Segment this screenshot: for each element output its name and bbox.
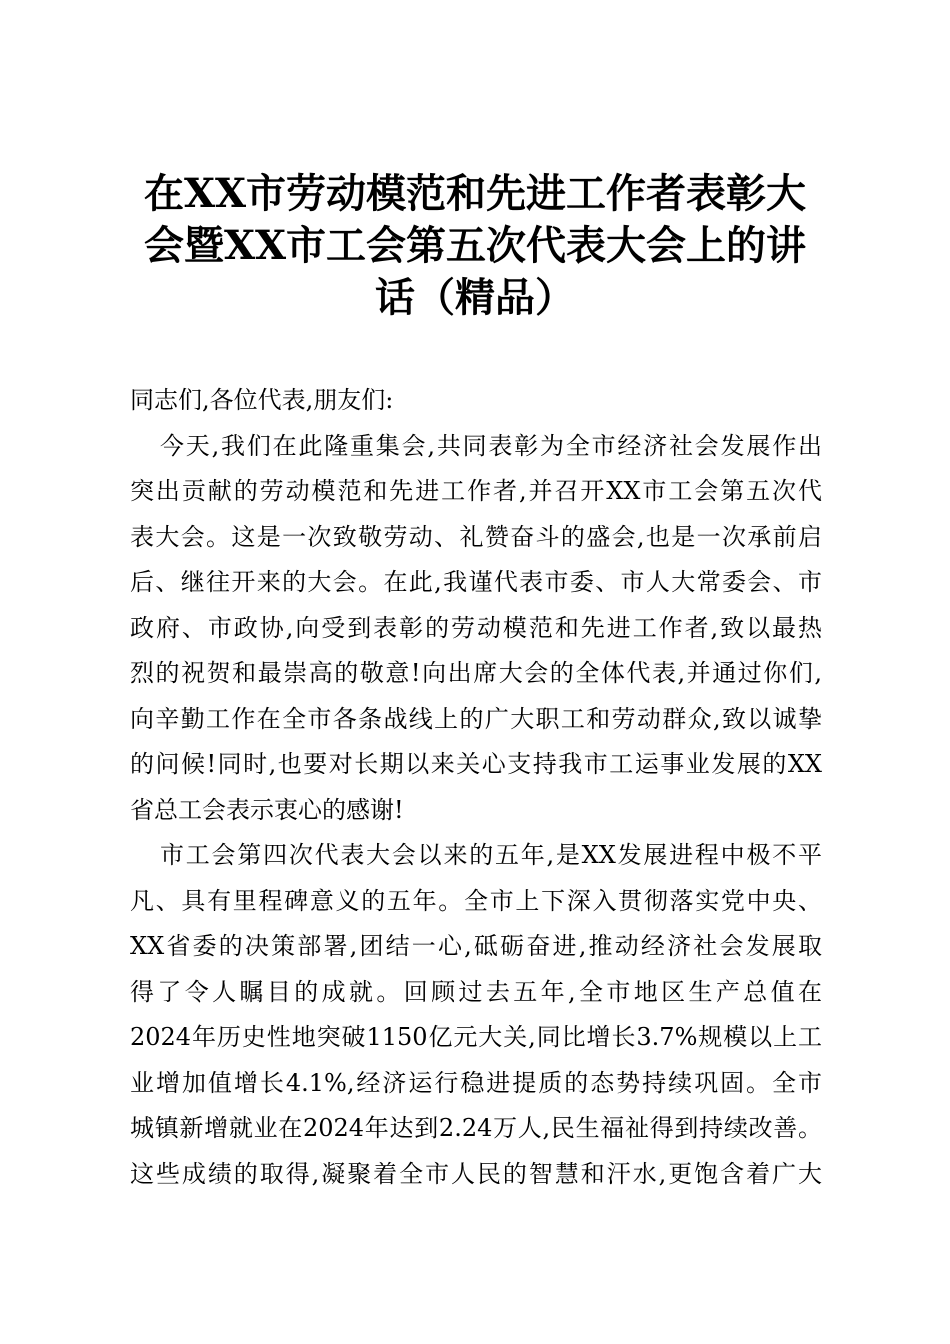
text-line: 凡、具有里程碑意义的五年。全市上下深入贯彻落实党中央、	[130, 886, 822, 915]
text-line: 政府、市政协,向受到表彰的劳动模范和先进工作者,致以最热	[130, 613, 822, 642]
title-line: 在XX市劳动模范和先进工作者表彰大	[143, 170, 807, 217]
text-line: 的问候!同时,也要对长期以来关心支持我市工运事业发展的XX	[130, 750, 822, 778]
text-line: 后、继往开来的大会。在此,我谨代表市委、市人大常委会、市	[130, 568, 822, 596]
paragraph	[130, 424, 822, 834]
paragraph	[130, 833, 822, 1197]
text-line: 向辛勤工作在全市各条战线上的广大职工和劳动群众,致以诚挚	[130, 704, 822, 733]
text-line: 突出贡献的劳动模范和先进工作者,并召开XX市工会第五次代	[130, 477, 822, 505]
title-line: 会暨XX市工会第五次代表大会上的讲	[143, 222, 807, 269]
text-line: 省总工会表示衷心的感谢!	[130, 795, 404, 824]
text-line: 表大会。这是一次致敬劳动、礼赞奋斗的盛会,也是一次承前启	[130, 522, 822, 551]
text-line: 城镇新增就业在2024年达到2.24万人,民生福祉得到持续改善。	[130, 1114, 822, 1142]
text-line: 2024年历史性地突破1150亿元大关,同比增长3.7%规模以上工	[130, 1023, 822, 1051]
title-line: 话（精品）	[375, 274, 575, 321]
text-line: 烈的祝贺和最崇高的敬意!向出席大会的全体代表,并通过你们,	[130, 659, 822, 687]
text-line: 业增加值增长4.1%,经济运行稳进提质的态势持续巩固。全市	[130, 1068, 822, 1097]
text-line: 得了令人瞩目的成就。回顾过去五年,全市地区生产总值在	[130, 977, 822, 1006]
document-title	[120, 168, 830, 324]
text-line: 这些成绩的取得,凝聚着全市人民的智慧和汗水,更饱含着广大	[130, 1159, 822, 1188]
document-body	[130, 378, 822, 1197]
text-line: XX省委的决策部署,团结一心,砥砺奋进,推动经济社会发展取	[130, 932, 822, 960]
text-line: 市工会第四次代表大会以来的五年,是XX发展进程中极不平	[160, 841, 822, 869]
greeting: 同志们,各位代表,朋友们:	[130, 386, 394, 414]
text-line: 今天,我们在此隆重集会,共同表彰为全市经济社会发展作出	[160, 431, 822, 460]
